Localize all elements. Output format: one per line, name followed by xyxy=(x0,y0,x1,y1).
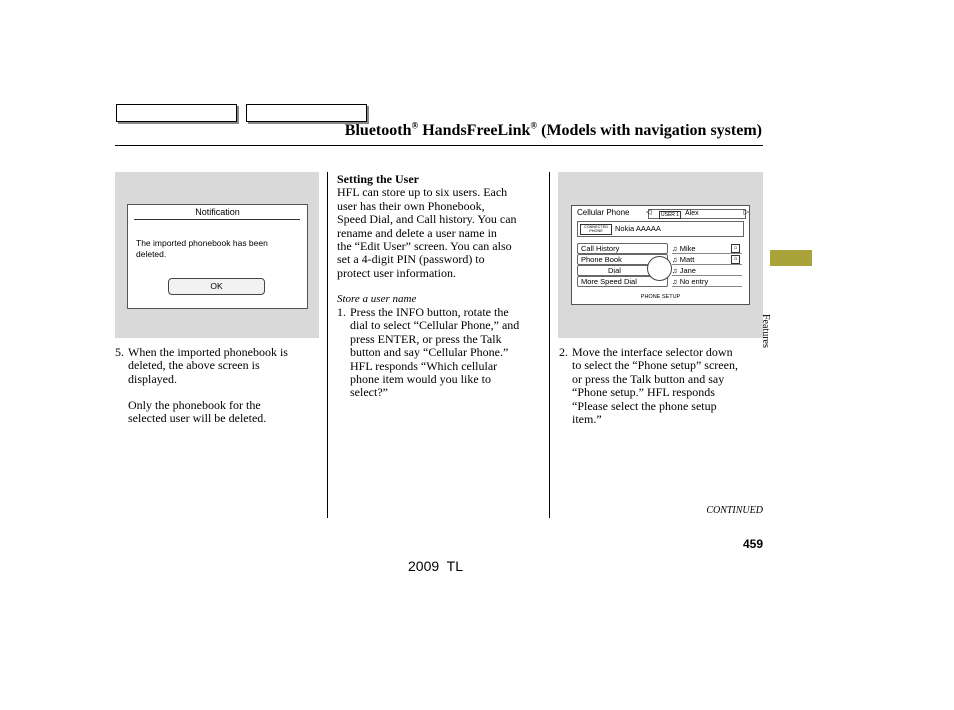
selector-knob[interactable] xyxy=(647,256,672,281)
home-icon: ⌂ xyxy=(731,244,740,253)
step-1-line: phone item would you like to xyxy=(350,372,491,387)
ok-button-label: OK xyxy=(210,281,223,291)
cellular-phone-screenshot-panel xyxy=(558,172,763,338)
menu-dial[interactable]: Dial xyxy=(577,265,668,276)
step-5-number: 5. xyxy=(115,345,124,359)
speed-dial-entry[interactable]: ♫ No entry xyxy=(672,277,742,287)
music-note-icon: ♫ xyxy=(672,266,678,275)
intro-line: user has their own Phonebook, xyxy=(337,198,485,213)
step-1-line: dial to select “Cellular Phone,” and xyxy=(350,318,520,333)
menu-more-speed-dial[interactable]: More Speed Dial xyxy=(577,276,668,287)
user-name: Alex xyxy=(685,210,699,217)
notification-title: Notification xyxy=(195,207,240,217)
step-1-line: Press the INFO button, rotate the xyxy=(350,305,509,319)
step-1-line: button and say “Cellular Phone.” xyxy=(350,345,509,360)
menu-phone-book[interactable]: Phone Book xyxy=(577,254,668,265)
side-label-text: Features xyxy=(760,314,771,348)
step-2-line: to select the “Phone setup” screen, xyxy=(572,358,738,373)
notification-screenshot-panel xyxy=(115,172,319,338)
step-2-line: “Phone setup.” HFL responds xyxy=(572,385,715,400)
page-title: Bluetooth® HandsFreeLink® (Models with navigation system) xyxy=(344,120,762,139)
continued-label: CONTINUED xyxy=(706,505,763,516)
step-5-line: When the imported phonebook is xyxy=(128,345,288,359)
store-user-subheading: Store a user name xyxy=(337,293,417,305)
screen-title: Cellular Phone xyxy=(577,208,630,217)
step-2-number: 2. xyxy=(559,345,568,359)
ok-button[interactable] xyxy=(168,278,265,295)
speed-dial-entry[interactable]: ♫ Matt ⌂ xyxy=(672,255,742,265)
step-2-line: item.” xyxy=(572,412,602,427)
section-tab xyxy=(770,250,812,266)
notification-message-line-1: The imported phonebook has been xyxy=(136,238,268,248)
phone-setup-label[interactable]: PHONE SETUP xyxy=(640,294,681,300)
section-heading: Setting the User xyxy=(337,172,419,186)
model-label: 2009 TL xyxy=(408,558,464,574)
page-number: 459 xyxy=(742,537,763,551)
step-2-line: “Please select the phone setup xyxy=(572,398,717,413)
notification-message-line-2: deleted. xyxy=(136,249,167,259)
step-1-number: 1. xyxy=(337,305,346,319)
menu-call-history[interactable]: Call History xyxy=(577,243,668,254)
speed-dial-entry[interactable]: ♫ Mike ⌂ xyxy=(672,244,742,254)
step-1-line: HFL responds “Which cellular xyxy=(350,358,498,373)
arrow-left-icon[interactable]: ◁ xyxy=(646,209,652,216)
device-name: Nokia AAAAA xyxy=(615,224,661,233)
intro-line: Speed Dial, and Call history. You can xyxy=(337,212,517,227)
notification-screen xyxy=(127,204,308,309)
column-divider-1 xyxy=(327,172,328,518)
intro-line: set a 4-digit PIN (password) to xyxy=(337,252,485,267)
step-2-line: or press the Talk button and say xyxy=(572,371,725,386)
side-label xyxy=(760,270,784,348)
speed-dial-entry[interactable]: ♫ Jane xyxy=(672,266,742,276)
intro-line: HFL can store up to six users. Each xyxy=(337,185,508,200)
cellular-phone-screen xyxy=(571,205,750,305)
step-1-line: select?” xyxy=(350,385,388,400)
music-note-icon: ♫ xyxy=(672,277,678,286)
connected-badge: CONNECTED PHONE xyxy=(580,224,612,235)
notification-title-rule xyxy=(134,219,300,220)
step-5-line: displayed. xyxy=(128,371,177,386)
music-note-icon: ♫ xyxy=(672,244,678,253)
arrow-right-icon[interactable]: ▷ xyxy=(743,209,749,216)
phonebook-note xyxy=(128,399,323,426)
connected-phone-box xyxy=(577,221,744,237)
intro-line: protect user information. xyxy=(337,265,456,280)
note-line: Only the phonebook for the xyxy=(128,398,261,412)
user-selector[interactable] xyxy=(646,209,749,219)
music-note-icon: ♫ xyxy=(672,255,678,264)
header-box-left xyxy=(116,104,237,122)
intro-line: rename and delete a user name in xyxy=(337,225,497,240)
home-icon: ⌂ xyxy=(731,255,740,264)
intro-line: the “Edit User” screen. You can also xyxy=(337,239,512,254)
step-1-line: press ENTER, or press the Talk xyxy=(350,331,502,346)
note-line: selected user will be deleted. xyxy=(128,411,267,426)
title-rule xyxy=(115,145,763,146)
user-badge: USER 1 xyxy=(661,212,680,218)
step-5-line: deleted, the above screen is xyxy=(128,358,260,373)
step-2-line: Move the interface selector down xyxy=(572,345,733,359)
setting-user-section xyxy=(337,173,547,280)
